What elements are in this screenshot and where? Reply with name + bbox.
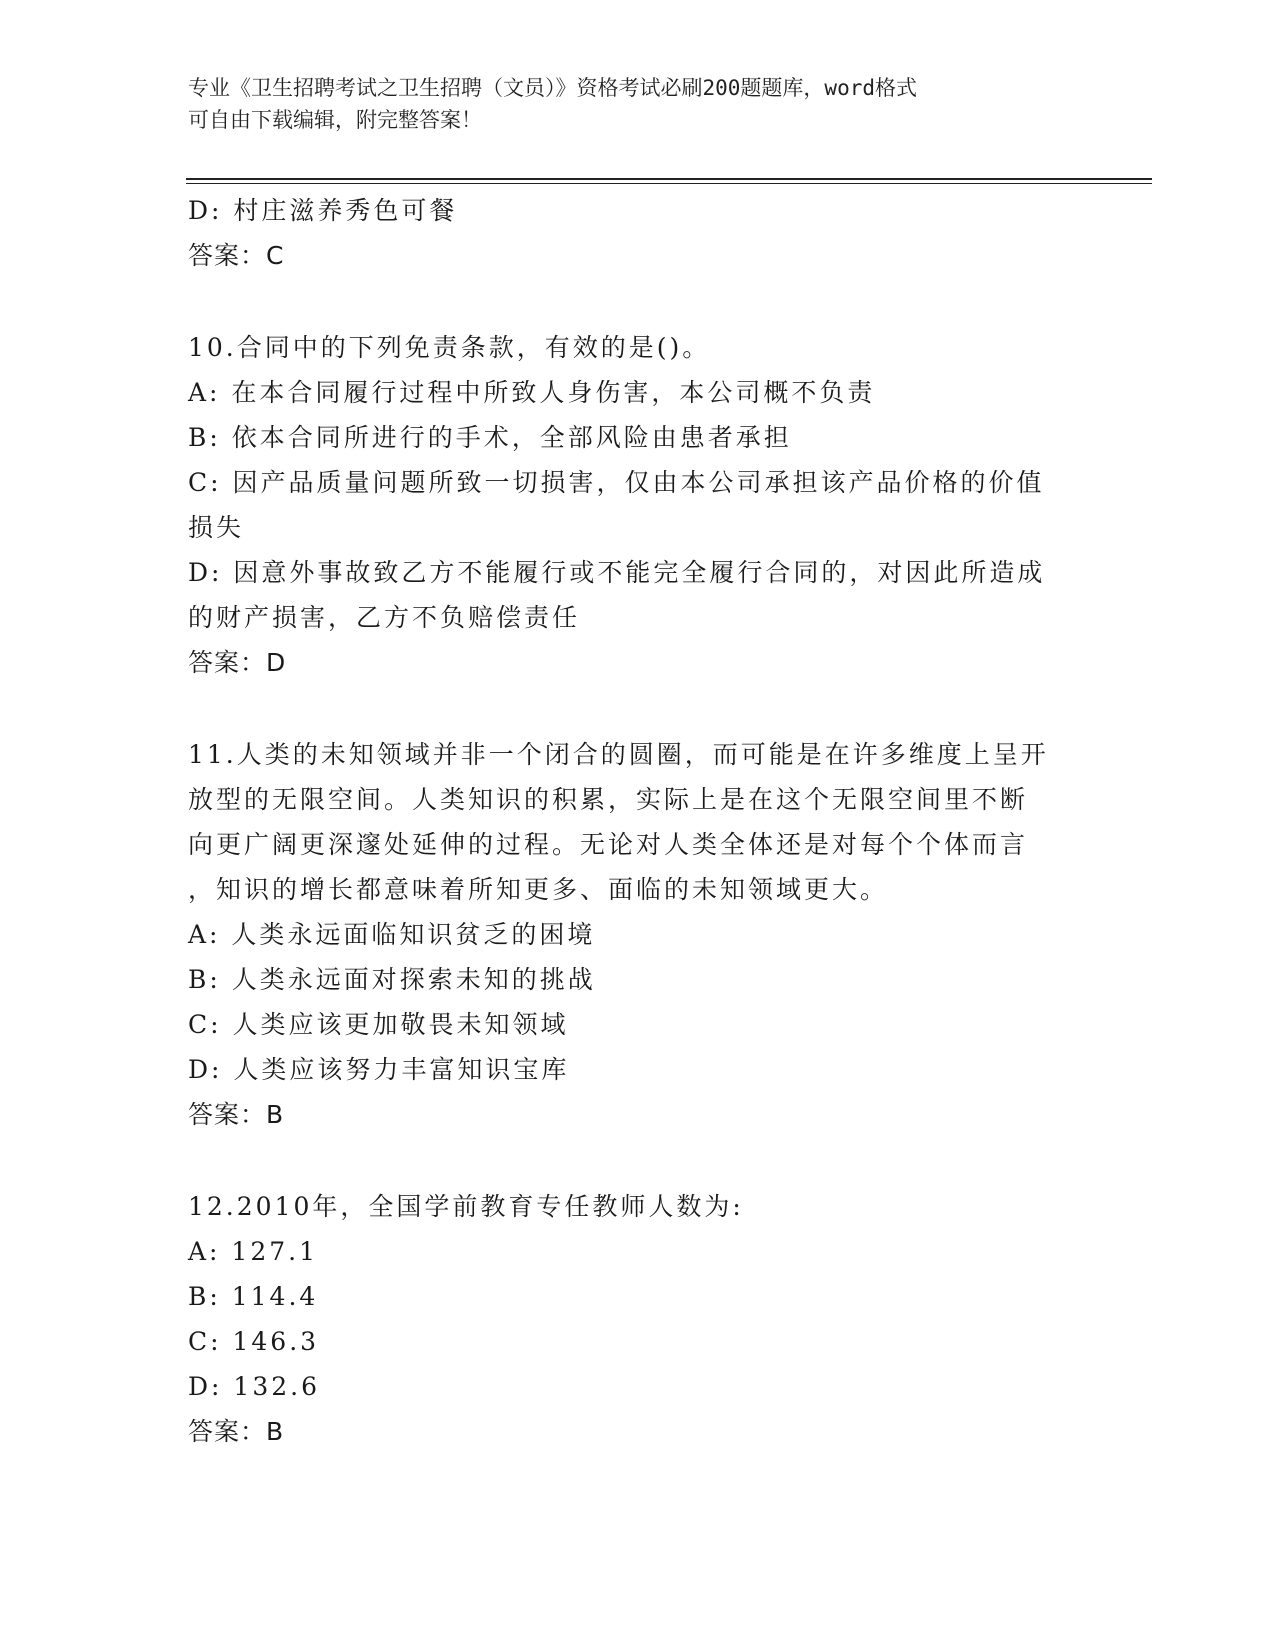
question-11 bbox=[188, 732, 1088, 1137]
spacer bbox=[188, 278, 1088, 325]
option-a: A: 127.1 bbox=[188, 1237, 318, 1266]
question-9-tail bbox=[188, 188, 1088, 278]
option-c-line-1: C: 因产品质量问题所致一切损害，仅由本公司承担该产品价格的价值 bbox=[188, 468, 1045, 497]
header-divider-thin bbox=[186, 183, 1152, 184]
question-stem-line-2: 放型的无限空间。人类知识的积累，实际上是在这个无限空间里不断 bbox=[188, 785, 1029, 814]
header-line-1: 专业《卫生招聘考试之卫生招聘（文员）》资格考试必刷200题题库，word格式 bbox=[188, 76, 917, 100]
header-divider-thick bbox=[186, 178, 1152, 180]
question-12 bbox=[188, 1184, 1088, 1454]
option-c: C: 146.3 bbox=[188, 1327, 320, 1356]
option-b: B: 114.4 bbox=[188, 1282, 319, 1311]
option-c: C: 人类应该更加敬畏未知领域 bbox=[188, 1010, 569, 1039]
spacer bbox=[188, 1137, 1088, 1184]
page-header bbox=[188, 72, 1068, 136]
question-stem-line-1: 11.人类的未知领域并非一个闭合的圆圈，而可能是在许多维度上呈开 bbox=[188, 740, 1049, 769]
option-d-line-1: D: 因意外事故致乙方不能履行或不能完全履行合同的，对因此所造成 bbox=[188, 558, 1046, 587]
question-stem-line-3: 向更广阔更深邃处延伸的过程。无论对人类全体还是对每个个体而言 bbox=[188, 830, 1029, 859]
option-b: B: 人类永远面对探索未知的挑战 bbox=[188, 965, 596, 994]
option-c-line-2: 损失 bbox=[188, 513, 245, 542]
answer-label: 答案：B bbox=[188, 1417, 285, 1446]
question-list bbox=[188, 188, 1088, 1454]
question-stem: 10.合同中的下列免责条款，有效的是()。 bbox=[188, 333, 711, 362]
option-d: D: 村庄滋养秀色可餐 bbox=[188, 196, 458, 225]
spacer bbox=[188, 685, 1088, 732]
question-10 bbox=[188, 325, 1088, 685]
option-d-line-2: 的财产损害，乙方不负赔偿责任 bbox=[188, 603, 581, 632]
question-stem: 12.2010年，全国学前教育专任教师人数为: bbox=[188, 1192, 744, 1221]
answer-label: 答案：B bbox=[188, 1100, 285, 1129]
header-line-2: 可自由下载编辑，附完整答案！ bbox=[188, 108, 482, 132]
option-d: D: 132.6 bbox=[188, 1372, 320, 1401]
answer-label: 答案：D bbox=[188, 648, 287, 677]
option-b: B: 依本合同所进行的手术，全部风险由患者承担 bbox=[188, 423, 792, 452]
answer-label: 答案：C bbox=[188, 241, 285, 270]
option-d: D: 人类应该努力丰富知识宝库 bbox=[188, 1055, 570, 1084]
question-stem-line-4: ，知识的增长都意味着所知更多、面临的未知领域更大。 bbox=[188, 875, 889, 904]
option-a: A: 人类永远面临知识贫乏的困境 bbox=[188, 920, 596, 949]
option-a: A: 在本合同履行过程中所致人身伤害，本公司概不负责 bbox=[188, 378, 876, 407]
